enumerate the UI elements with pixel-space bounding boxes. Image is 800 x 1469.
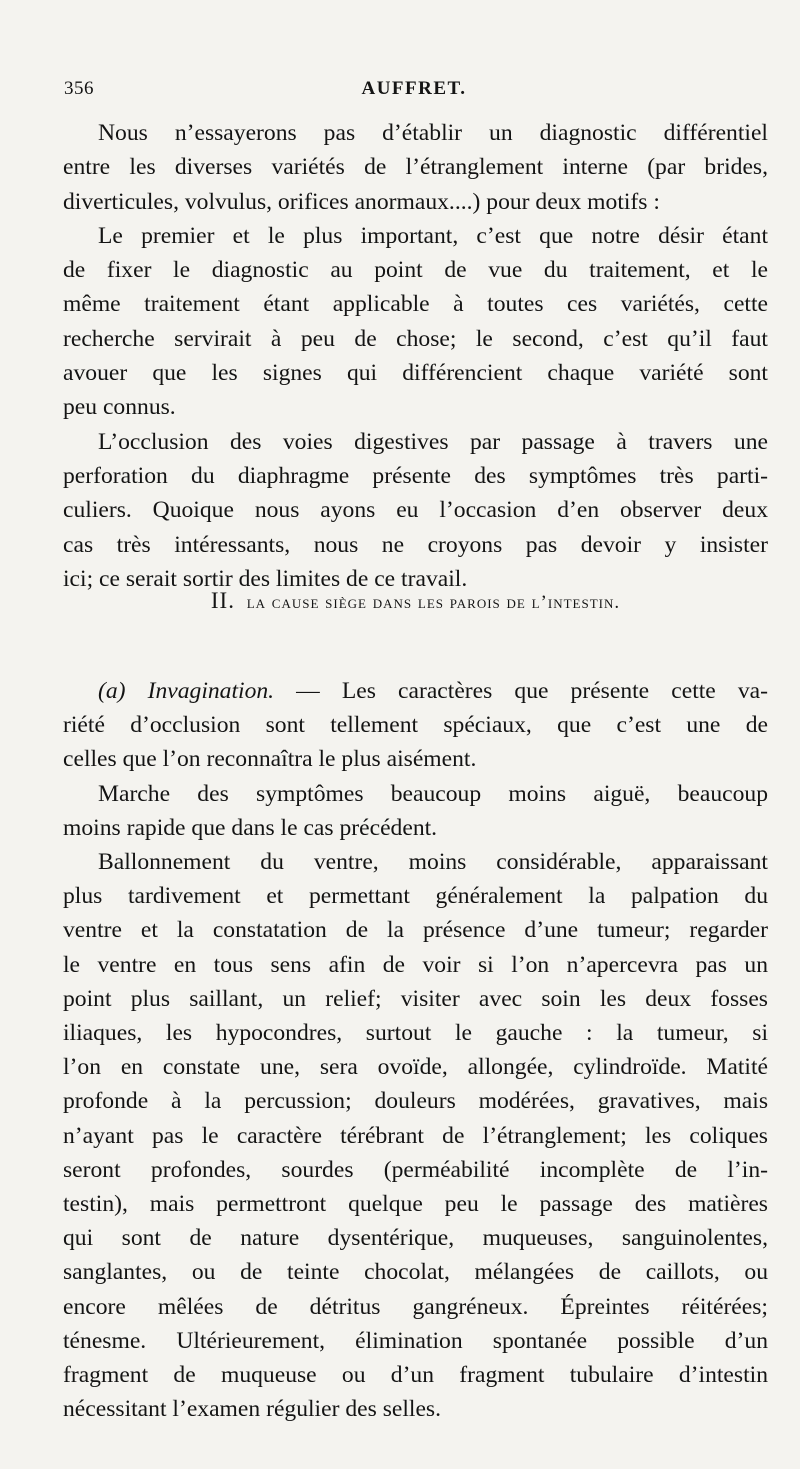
text-line: ici; ce serait sortir des limites de ce travail. bbox=[63, 565, 468, 592]
text-line: Le premier et le plus important, c’est que notre désir étant bbox=[98, 222, 768, 249]
subsection-title: Invagination. bbox=[147, 678, 275, 704]
text-line: même traitement étant applicable à toutes ces variétés, cette bbox=[63, 291, 768, 318]
text-line: ventre et la constatation de la présence d’une tumeur; regarder bbox=[63, 917, 768, 944]
text-line: qui sont de nature dysentérique, muqueuses, sanguinolentes, bbox=[63, 1225, 768, 1252]
text-line: plus tardivement et permettant généralement la palpation du bbox=[63, 883, 768, 910]
text-line: peu connus. bbox=[63, 394, 176, 421]
text-line: moins rapide que dans le cas précédent. bbox=[63, 814, 438, 841]
subsection-intro: — Les caractères que présente cette va- bbox=[274, 678, 768, 704]
text-line: celles que l’on reconnaîtra le plus aisément. bbox=[63, 746, 477, 773]
page-header bbox=[64, 78, 764, 108]
text-line: de fixer le diagnostic au point de vue du traitement, et le bbox=[63, 257, 768, 284]
text-line bbox=[63, 674, 768, 708]
text-line: n’ayant pas le caractère térébrant de l’étranglement; les coliques bbox=[63, 1122, 768, 1149]
page-number: 356 bbox=[64, 78, 94, 99]
text-line: Marche des symptômes beaucoup moins aiguë, beaucoup bbox=[98, 780, 768, 807]
section-number: II. bbox=[210, 588, 235, 613]
text-line: recherche servirait à peu de chose; le second, c’est qu’il faut bbox=[63, 325, 768, 352]
body-text-block-1 bbox=[63, 116, 768, 596]
text-line: ténesme. Ultérieurement, élimination spontanée possible d’un bbox=[63, 1327, 768, 1354]
text-line: l’on en constate une, sera ovoïde, allongée, cylindroïde. Matité bbox=[63, 1054, 768, 1081]
text-line: sanglantes, ou de teinte chocolat, mélangées de caillots, ou bbox=[63, 1259, 768, 1286]
text-line: le ventre en tous sens afin de voir si l’on n’apercevra pas un bbox=[63, 951, 768, 978]
text-line: entre les diverses variétés de l’étranglement interne (par brides, bbox=[63, 154, 768, 181]
text-line: testin), mais permettront quelque peu le passage des matières bbox=[63, 1191, 768, 1218]
section-title: la cause siège dans les parois de l’intestin. bbox=[246, 592, 621, 613]
running-title: AUFFRET. bbox=[361, 78, 467, 99]
body-text-block-2 bbox=[63, 674, 768, 1426]
text-line: encore mêlées de détritus gangréneux. Épreintes réitérées; bbox=[63, 1293, 768, 1320]
text-line: Ballonnement du ventre, moins considérable, apparaissant bbox=[98, 849, 768, 876]
subsection-label: (a) bbox=[98, 678, 126, 704]
text-line: nécessitant l’examen régulier des selles. bbox=[63, 1396, 442, 1423]
text-line: riété d’occlusion sont tellement spéciaux, que c’est une de bbox=[63, 712, 768, 739]
text-line: culiers. Quoique nous ayons eu l’occasion d’en observer deux bbox=[63, 497, 768, 524]
text-line: seront profondes, sourdes (perméabilité incomplète de l’in- bbox=[63, 1156, 768, 1183]
text-line: iliaques, les hypocondres, surtout le gauche : la tumeur, si bbox=[63, 1020, 768, 1047]
text-line: Nous n’essayerons pas d’établir un diagnostic différentiel bbox=[98, 120, 768, 146]
section-heading bbox=[63, 588, 768, 614]
text-line: avouer que les signes qui différencient chaque variété sont bbox=[63, 360, 768, 387]
text-line: L’occlusion des voies digestives par passage à travers une bbox=[98, 428, 768, 455]
text-line: diverticules, volvulus, orifices anormaux....) pour deux motifs : bbox=[63, 188, 660, 215]
text-line: fragment de muqueuse ou d’un fragment tubulaire d’intestin bbox=[63, 1362, 768, 1389]
text-line: point plus saillant, un relief; visiter avec soin les deux fosses bbox=[63, 985, 768, 1012]
text-line: cas très intéressants, nous ne croyons pas devoir y insister bbox=[63, 531, 768, 558]
text-line: profonde à la percussion; douleurs modérées, gravatives, mais bbox=[63, 1088, 768, 1115]
text-line: perforation du diaphragme présente des symptômes très parti- bbox=[63, 462, 768, 489]
